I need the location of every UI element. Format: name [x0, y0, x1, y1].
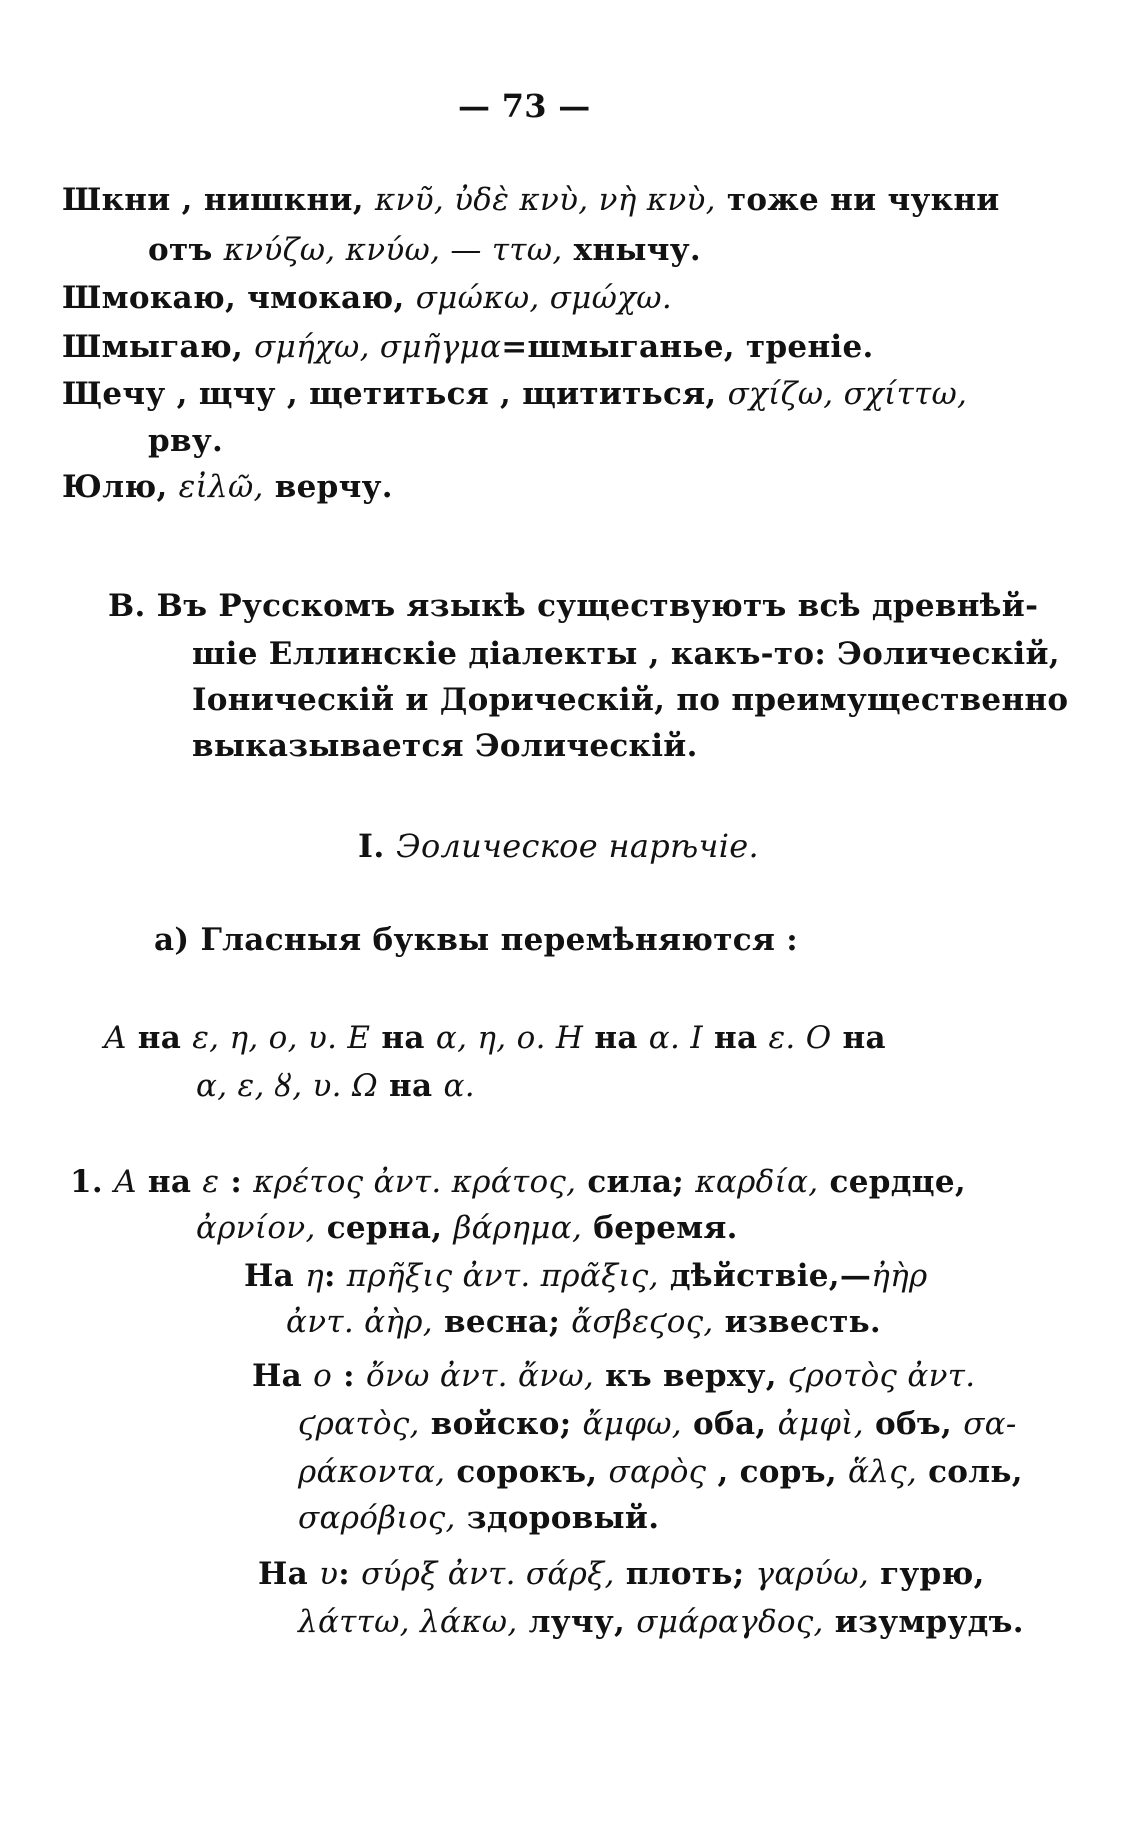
- russian-text: сердце,: [818, 1164, 966, 1200]
- page-number: — 73 —: [458, 87, 591, 125]
- russian-text: весна;: [432, 1304, 572, 1340]
- entry-line: [148, 421, 223, 461]
- russian-text: на: [831, 1020, 886, 1056]
- russian-text: лучу,: [517, 1604, 637, 1640]
- example-line: [298, 1602, 1024, 1642]
- entry-line: [62, 327, 874, 367]
- russian-text: на: [136, 1164, 203, 1200]
- greek-text: ἄμφω,: [582, 1406, 682, 1442]
- example-line: [252, 1356, 975, 1396]
- russian-text: сила;: [576, 1164, 696, 1200]
- russian-text: Щечу , щчу , щетиться , щититься,: [62, 376, 728, 412]
- greek-text: κρέτος ἀντ. κράτος,: [253, 1164, 577, 1200]
- russian-text: I.: [358, 827, 397, 865]
- russian-text: Шмыгаю,: [62, 329, 255, 365]
- greek-text: σύρξ ἀντ. σάρξ,: [361, 1556, 615, 1592]
- greek-text: ϛρατὸς,: [298, 1406, 420, 1442]
- russian-text: къ верху,: [594, 1358, 788, 1394]
- greek-text: πρῆξις ἀντ. πρᾶξις,: [346, 1258, 659, 1294]
- section-b-line: Іоническій и Дорическій, по преимущественно: [192, 682, 1069, 718]
- russian-text: рву.: [148, 423, 224, 459]
- greek-text: καρδία,: [695, 1164, 819, 1200]
- greek-text: α.: [443, 1068, 475, 1104]
- russian-text: объ,: [863, 1406, 964, 1442]
- vowel-line: [196, 1066, 475, 1106]
- entry-line: [62, 467, 393, 507]
- greek-text: ϛροτὸς ἀντ.: [787, 1358, 976, 1394]
- russian-text: Шкни , нишкни,: [62, 182, 375, 218]
- russian-text: на: [377, 1068, 444, 1104]
- greek-text: σμάραγδος,: [636, 1604, 824, 1640]
- russian-text: плоть;: [614, 1556, 756, 1592]
- russian-text: изумрудъ.: [823, 1604, 1024, 1640]
- example-line: [70, 1162, 966, 1202]
- greek-text: ἀντ. ἀὴρ,: [286, 1304, 433, 1340]
- greek-text: κνῦ, ὐδὲ κνὺ, νὴ κνὺ,: [374, 182, 716, 218]
- greek-text: σαρόβιος,: [298, 1500, 456, 1536]
- section-heading: [358, 826, 759, 866]
- greek-text: ἠὴρ: [871, 1258, 928, 1294]
- russian-text: :: [323, 1258, 347, 1294]
- greek-text: ἀμφὶ,: [777, 1406, 864, 1442]
- greek-text: ε: [202, 1164, 220, 1200]
- greek-text: ἀρνίον,: [196, 1210, 316, 1246]
- example-line: [298, 1404, 1017, 1444]
- russian-text: здоровый.: [455, 1500, 660, 1536]
- russian-text: на: [702, 1020, 769, 1056]
- example-line: [298, 1452, 1023, 1492]
- greek-text: α, ε, ȣ, υ. Ω: [196, 1068, 378, 1104]
- section-b-line: В. Въ Русскомъ языкѣ существуютъ всѣ древнѣй-: [108, 588, 1039, 624]
- greek-text: A: [104, 1020, 127, 1056]
- greek-text: υ: [319, 1556, 339, 1592]
- russian-text: верчу.: [263, 469, 393, 505]
- example-line: [196, 1208, 738, 1248]
- greek-text: σα-: [963, 1406, 1017, 1442]
- greek-text: ράκοντα,: [298, 1454, 446, 1490]
- greek-text: σχίζω, σχίττω,: [727, 376, 968, 412]
- greek-text: A: [114, 1164, 137, 1200]
- greek-text: κνύζω, κνύω, — ττω,: [223, 232, 563, 268]
- russian-text: отъ: [148, 232, 224, 268]
- subheading: а) Гласныя буквы перемѣняются :: [154, 922, 798, 958]
- example-line: [298, 1498, 659, 1538]
- russian-text: хнычу.: [562, 232, 701, 268]
- russian-text: Шмокаю, чмокаю,: [62, 280, 416, 316]
- greek-text: Эолическое нарѣчіе.: [396, 827, 759, 865]
- russian-text: На: [258, 1556, 320, 1592]
- greek-text: εἰλῶ,: [178, 469, 264, 505]
- vowel-line: [104, 1018, 886, 1058]
- greek-text: α. I: [648, 1020, 703, 1056]
- russian-text: На: [244, 1258, 306, 1294]
- section-b-line: шіе Еллинскіе діалекты , какъ-то: Эолическій,: [192, 636, 1060, 672]
- russian-text: серна,: [315, 1210, 454, 1246]
- russian-text: На: [252, 1358, 314, 1394]
- greek-text: η: [305, 1258, 324, 1294]
- greek-text: βάρημα,: [453, 1210, 583, 1246]
- greek-text: λάττω, λάκω,: [298, 1604, 518, 1640]
- greek-text: ε, η, ο, υ. E: [192, 1020, 371, 1056]
- entry-line: [62, 180, 1000, 220]
- russian-text: :: [219, 1164, 254, 1200]
- greek-text: α, η, ο. H: [435, 1020, 584, 1056]
- entry-line: [62, 278, 672, 318]
- example-line: [244, 1256, 927, 1296]
- russian-text: гурю,: [869, 1556, 985, 1592]
- entry-line: [148, 230, 701, 270]
- russian-text: 1.: [70, 1164, 115, 1200]
- russian-text: тоже ни чукни: [715, 182, 1000, 218]
- russian-text: соль,: [917, 1454, 1023, 1490]
- greek-text: ο: [313, 1358, 333, 1394]
- greek-text: γαρύω,: [755, 1556, 869, 1592]
- example-line: [286, 1302, 881, 1342]
- greek-text: ε. O: [768, 1020, 832, 1056]
- russian-text: на: [583, 1020, 649, 1056]
- russian-text: =шмыганье, треніе.: [501, 329, 874, 365]
- russian-text: на: [126, 1020, 193, 1056]
- entry-line: [62, 374, 967, 414]
- russian-text: сорокъ,: [445, 1454, 609, 1490]
- russian-text: дѣйствіе,—: [658, 1258, 872, 1294]
- russian-text: :: [338, 1556, 362, 1592]
- greek-text: ἅλς,: [848, 1454, 918, 1490]
- example-line: [258, 1554, 985, 1594]
- russian-text: оба,: [681, 1406, 778, 1442]
- russian-text: войско;: [419, 1406, 583, 1442]
- greek-text: ὄνω ἀντ. ἄνω,: [365, 1358, 595, 1394]
- greek-text: ἄσβεϛος,: [571, 1304, 714, 1340]
- russian-text: :: [332, 1358, 366, 1394]
- russian-text: на: [370, 1020, 436, 1056]
- greek-text: σμήχω, σμῆγμα: [254, 329, 502, 365]
- greek-text: σμώκω, σμώχω.: [415, 280, 673, 316]
- russian-text: , соръ,: [706, 1454, 849, 1490]
- russian-text: беремя.: [582, 1210, 738, 1246]
- section-b-line: выказывается Эолическій.: [192, 728, 698, 764]
- russian-text: известь.: [713, 1304, 882, 1340]
- russian-text: Юлю,: [62, 469, 179, 505]
- greek-text: σαρὸς: [608, 1454, 707, 1490]
